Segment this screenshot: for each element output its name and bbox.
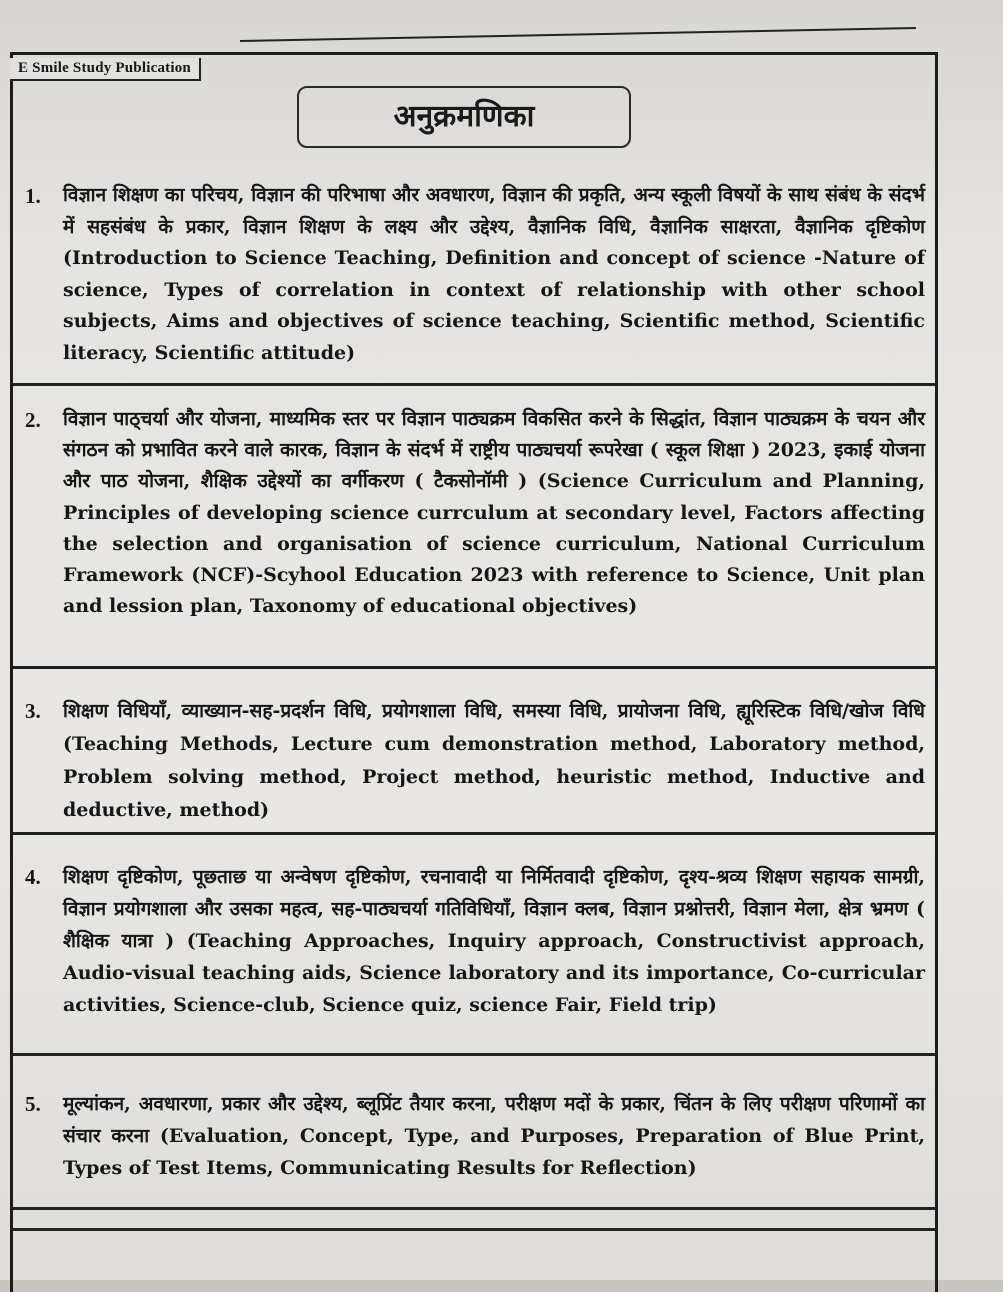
entry-number: 4.	[25, 865, 41, 889]
publisher-label: E Smile Study Publication	[10, 58, 201, 81]
entry-number: 5.	[25, 1092, 41, 1116]
entry-number: 3.	[25, 699, 41, 723]
toc-entry	[13, 669, 937, 835]
entry-text: शिक्षण दृष्टिकोण, पूछताछ या अन्वेषण दृष्टिकोण, रचनावादी या निर्मितवादी दृष्टिकोण, दृश्य-श्रव्य शिक्षण सहायक सामग्री, विज्ञान प्रयोगशाला और उसका महत्व, सह-पाठ्यचर्या गतिविधियाँ, विज्ञान क्लब, विज्ञान प्रश्नोत्तरी, विज्ञान मेला, क्षेत्र भ्रमण ( शैक्षिक यात्रा ) (Teaching Approaches, Inquiry approach, Constructivist approach, Audio-visual teaching aids, Science laboratory and its importance, Co-curricular activities, Science-club, Science quiz, science Fair, Field trip)	[63, 866, 925, 1016]
toc-entry	[13, 150, 937, 386]
entry-number: 1.	[25, 184, 41, 208]
toc-entry	[13, 1056, 937, 1210]
entry-text: विज्ञान पाठ्चर्या और योजना, माध्यमिक स्तर पर विज्ञान पाठ्यक्रम विकसित करने के सिद्धांत, विज्ञान पाठ्यक्रम के चयन और संगठन को प्रभावित करने वाले कारक, विज्ञान के संदर्भ में राष्ट्रीय पाठ्यचर्या रूपरेखा ( स्कूल शिक्षा ) 2023, इकाई योजना और पाठ योजना, शैक्षिक उद्देश्यों का वर्गीकरण ( टैकसोनॉमी ) (Science Curriculum and Planning, Principles of developing science currculum at secondary level, Factors affecting the selection and organisation of science curriculum, National Curriculum Framework (NCF)-Scyhool Education 2023 with reference to Science, Unit plan and lession plan, Taxonomy of educational objectives)	[63, 408, 925, 618]
entry-text: विज्ञान शिक्षण का परिचय, विज्ञान की परिभाषा और अवधारण, विज्ञान की प्रकृति, अन्य स्कूली विषयों के साथ संबंध के संदर्भ में सहसंबंध के प्रकार, विज्ञान शिक्षण के लक्ष्य और उद्देश्य, वैज्ञानिक विधि, वैज्ञानिक साक्षरता, वैज्ञानिक दृष्टिकोण (Introduction to Science Teaching, Definition and concept of science -Nature of science, Types of correlation in context of relationship with other school subjects, Aims and objectives of science teaching, Scientific method, Scientific literacy, Scientific attitude)	[63, 184, 925, 364]
entry-text: शिक्षण विधियाँ, व्याख्यान-सह-प्रदर्शन विधि, प्रयोगशाला विधि, समस्या विधि, प्रायोजना विधि, ह्यूरिस्टिक विधि/खोज विधि (Teaching Methods, Lecture cum demonstration method, Laboratory method, Problem solving method, Project method, heuristic method, Inductive and deductive, method)	[63, 700, 925, 821]
toc-entry	[13, 386, 937, 669]
toc-entry	[13, 835, 937, 1056]
page-title: अनुक्रमणिका	[297, 86, 631, 148]
entry-number: 2.	[25, 408, 41, 432]
top-rule	[240, 27, 916, 42]
entry-text: मूल्यांकन, अवधारणा, प्रकार और उद्देश्य, ब्लूप्रिंट तैयार करना, परीक्षण मदों के प्रकार, चिंतन के लिए परीक्षण परिणामों का संचार करना (Evaluation, Concept, Type, and Purposes, Preparation of Blue Print, Types of Test Items, Communicating Results for Reflection)	[63, 1093, 925, 1179]
section-divider	[13, 1228, 937, 1231]
